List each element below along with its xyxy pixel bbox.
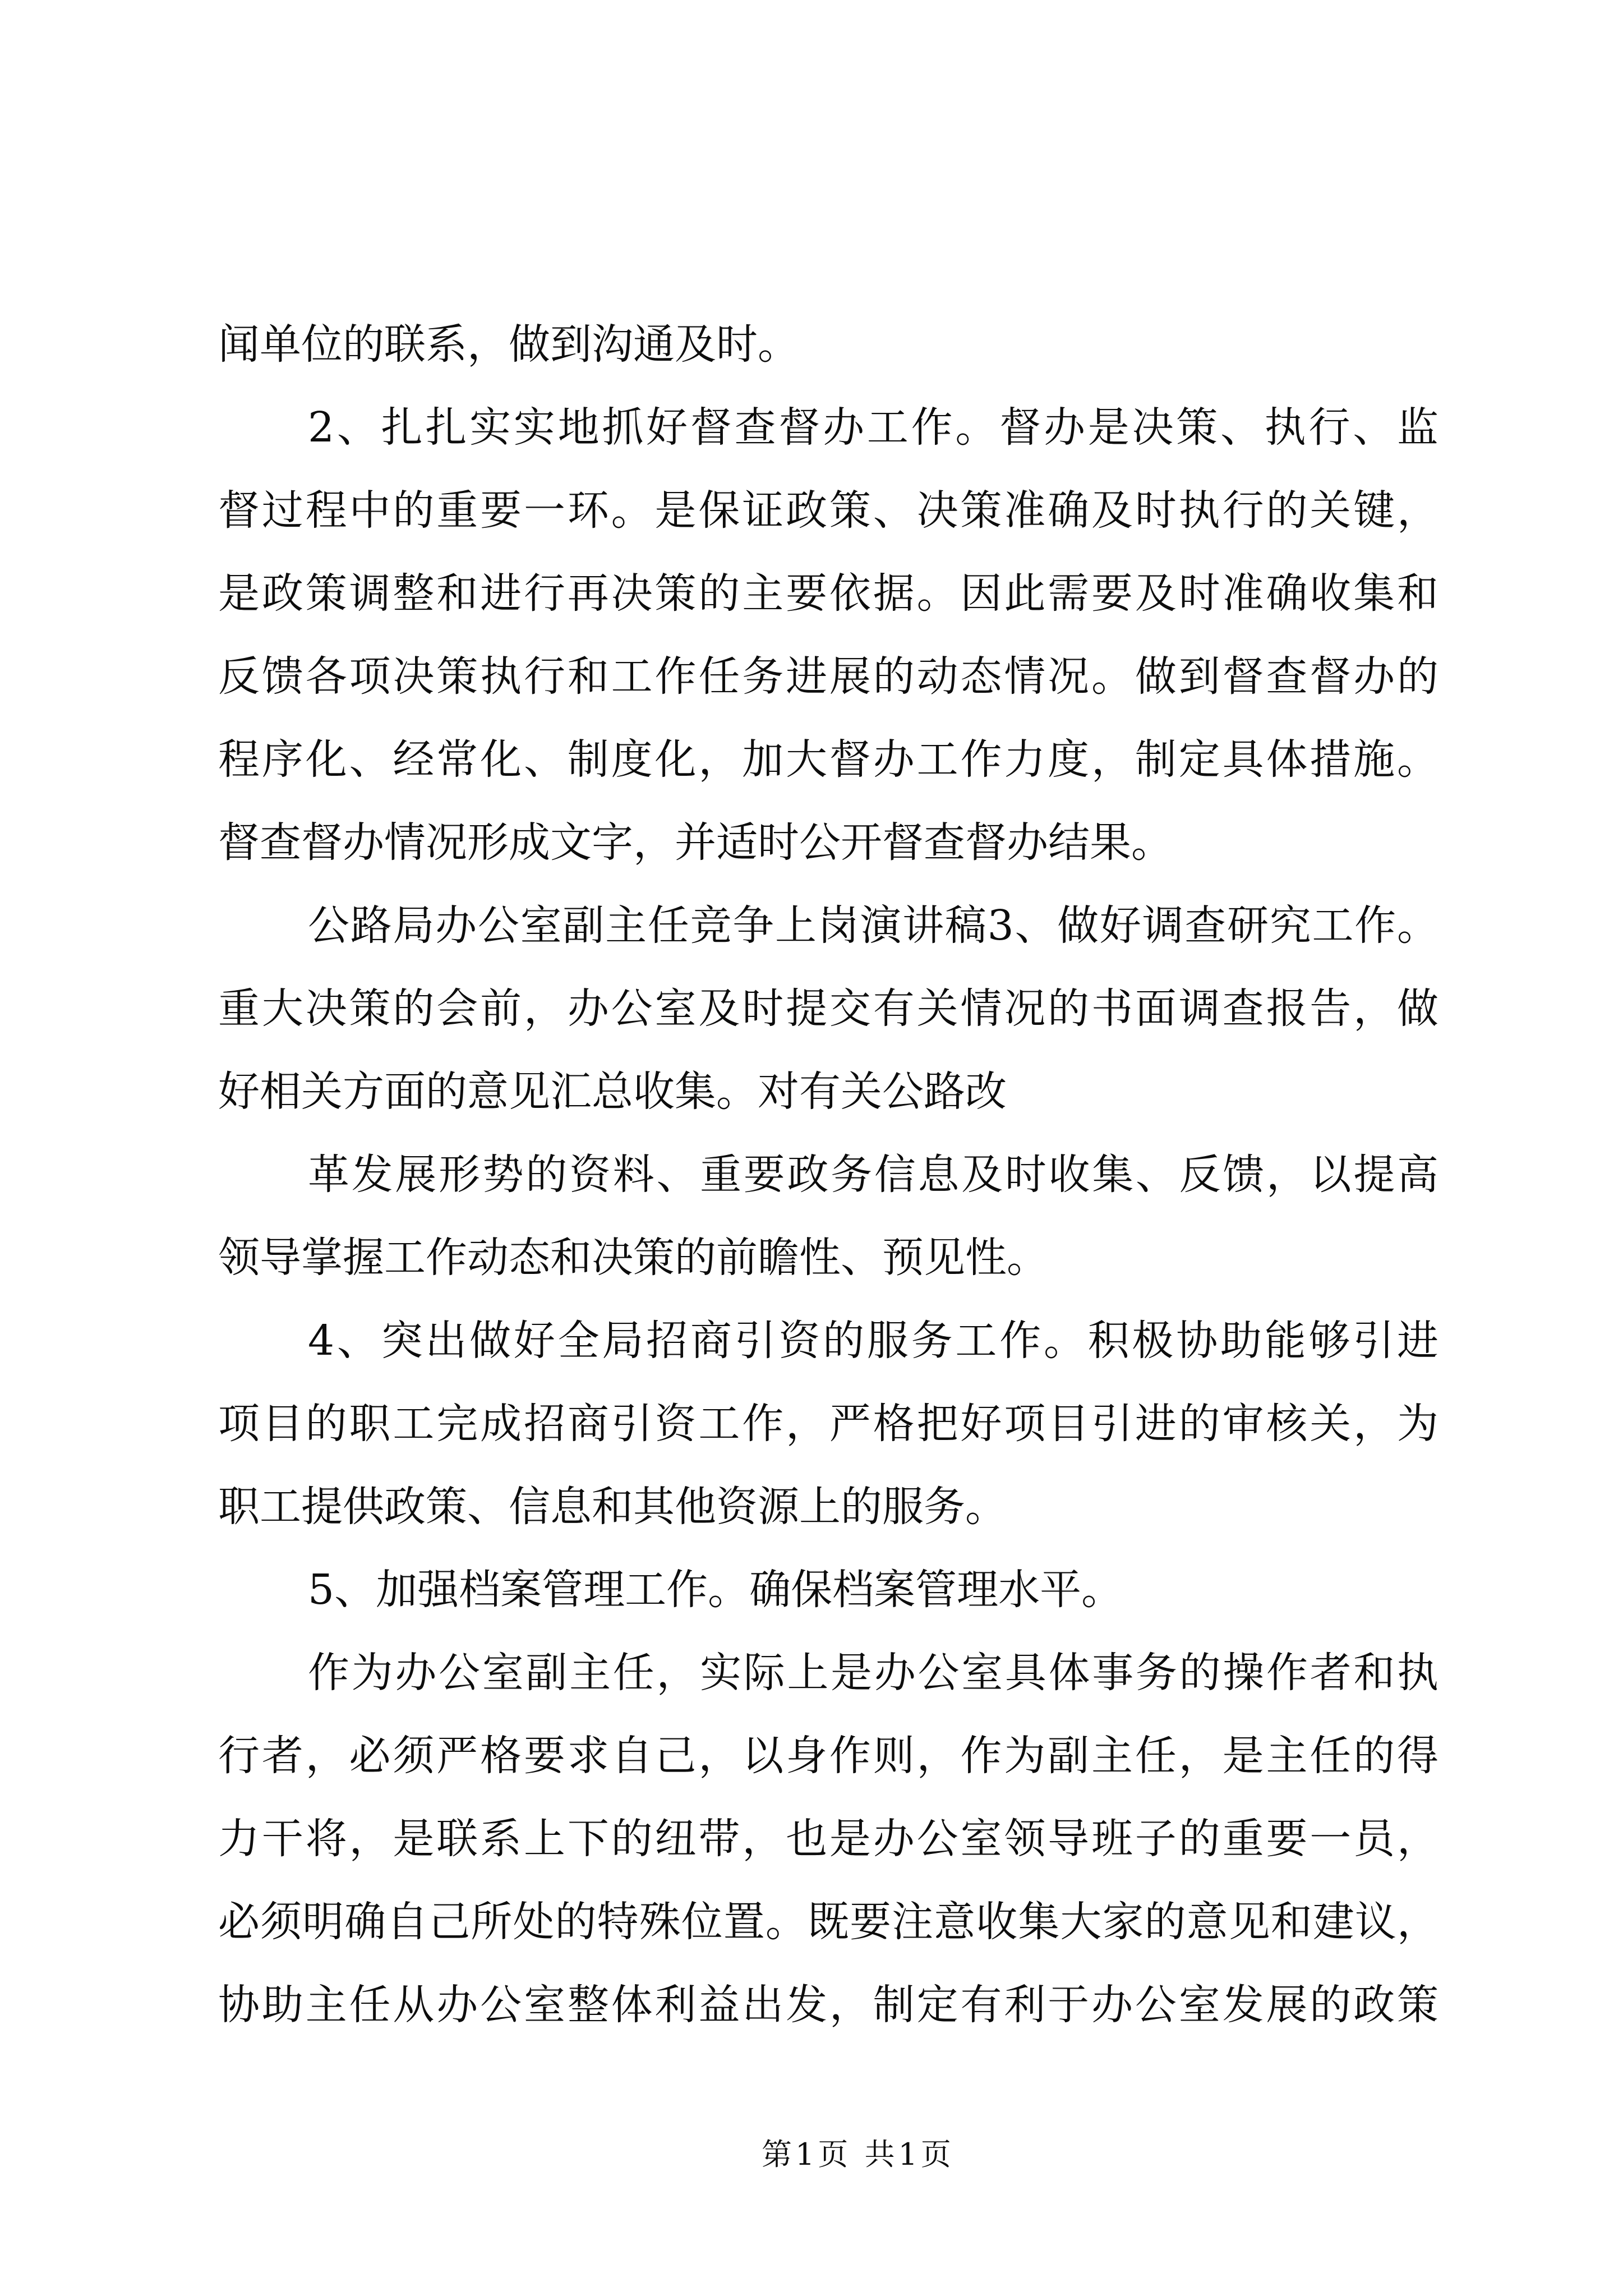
text-line: 职工提供政策、信息和其他资源上的服务。 (218, 1483, 1007, 1531)
document-body (218, 303, 1438, 2046)
text-line: 领导掌握工作动态和决策的前瞻性、预见性。 (218, 1234, 1048, 1282)
text-line: 是政策调整和进行再决策的主要依据。因此需要及时准确收集和 (218, 569, 1438, 618)
text-line: 2、扎扎实实地抓好督查督办工作。督办是决策、执行、监 (308, 403, 1438, 452)
paragraph (218, 386, 1438, 884)
text-line: 协助主任从办公室整体利益出发，制定有利于办公室发展的政策 (218, 1981, 1438, 2029)
text-line: 督查督办情况形成文字，并适时公开督查督办结果。 (218, 818, 1173, 867)
text-line: 5、加强档案管理工作。确保档案管理水平。 (308, 1566, 1123, 1614)
paragraph (218, 1548, 1438, 1631)
paragraph (218, 303, 1438, 386)
paragraph (218, 1631, 1438, 2046)
text-line: 项目的职工完成招商引资工作，严格把好项目引进的审核关，为 (218, 1400, 1438, 1448)
text-line: 重大决策的会前，办公室及时提交有关情况的书面调查报告，做 (218, 984, 1438, 1033)
page-number: 第1页 共1页 (762, 2137, 955, 2172)
text-line: 公路局办公室副主任竞争上岗演讲稿3、做好调查研究工作。 (308, 901, 1438, 950)
paragraph (218, 884, 1438, 1133)
text-line: 必须明确自己所处的特殊位置。既要注意收集大家的意见和建议， (218, 1898, 1438, 1946)
text-line: 行者，必须严格要求自己，以身作则，作为副主任，是主任的得 (218, 1732, 1438, 1780)
text-line: 反馈各项决策执行和工作任务进展的动态情况。做到督查督办的 (218, 652, 1438, 701)
text-line: 程序化、经常化、制度化，加大督办工作力度，制定具体措施。 (218, 735, 1438, 784)
paragraph (218, 1133, 1438, 1299)
paragraph (218, 1299, 1438, 1548)
text-line: 力干将，是联系上下的纽带，也是办公室领导班子的重要一员， (218, 1815, 1438, 1863)
text-line: 好相关方面的意见汇总收集。对有关公路改 (218, 1068, 1007, 1116)
text-line: 作为办公室副主任，实际上是办公室具体事务的操作者和执 (308, 1649, 1438, 1697)
text-line: 督过程中的重要一环。是保证政策、决策准确及时执行的关键， (218, 486, 1438, 535)
text-line: 革发展形势的资料、重要政务信息及时收集、反馈，以提高 (308, 1151, 1438, 1199)
text-line: 4、突出做好全局招商引资的服务工作。积极协助能够引进 (308, 1317, 1438, 1365)
text-line: 闻单位的联系，做到沟通及时。 (218, 320, 799, 369)
